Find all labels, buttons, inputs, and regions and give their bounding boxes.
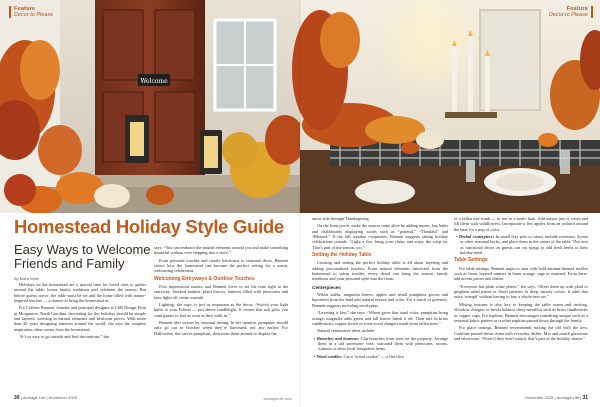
site-url: AcreageLife.com xyxy=(263,397,292,401)
paragraph: “Layering is key,” she says. “Wheat gives that tonal color, pumpkins bring orange, magnolia adds green and fall leaves finish it off. Then mix in brass candlesticks, copper bowls or even wood chargers made from fallen trees.” xyxy=(312,310,448,326)
section-heading: Welcoming Entryways & Outdoor Touches xyxy=(154,275,255,282)
gutter xyxy=(299,0,301,407)
right-column-2 xyxy=(454,216,588,343)
paragraph: For Colleen Bennett, founder and principal designer at CSB Design Firm in Morganton, North Carolina, decorating for the holidays should be simple and layered, weaving in natural elements and heirloom pieces. With more than 20 years designing interiors around the world, she says the simplest inspiration often comes from the homestead. xyxy=(14,305,146,332)
paragraph: Wheat stalks, magnolia leaves, apples and small pumpkins grown and harvested from the land add natural texture and color. For a touch of greenery, Bennett suggests including eucalyptus. xyxy=(312,292,448,308)
bullet-item: • Wood candles: Cut a “wood cookie” — a flat slice xyxy=(314,353,404,359)
magazine-name: Acreage Life xyxy=(22,395,46,400)
feature-tag xyxy=(14,6,53,18)
right-column-1 xyxy=(312,216,448,361)
magazine-name: Acreage Life xyxy=(556,395,580,400)
section-label: Decor to Please xyxy=(14,12,54,18)
paragraph: says. “You can embrace the natural elements around you and make something beautiful without ever stepping into a store.” xyxy=(154,245,288,256)
feature-tag xyxy=(549,6,588,18)
paragraph: Bennett also swears by seasonal timing. In her opinion, pumpkins should only go out in October when they’re harvested, not any earlier. For Halloween, she carves pumpkins, then turns them around to display the xyxy=(154,320,288,336)
bullet-item: • Branches and lanterns: Clip branches from trees on the property. Arrange them in a tall stoneware vase, surround them with pinecones, acorns, walnuts or other local forageable items. xyxy=(314,335,448,352)
left-column-1 xyxy=(14,282,146,341)
welcome-sign-text: Welcome xyxy=(140,78,168,85)
subsection-heading: Centerpieces xyxy=(312,284,341,290)
right-page xyxy=(300,0,600,407)
right-folio: November 2025 | Acreage Life | 31 xyxy=(524,395,588,401)
paragraph: uncut side through Thanksgiving. xyxy=(312,216,370,221)
subhead: Easy Ways to Welcome Friends and Family xyxy=(14,242,151,271)
page-number: 30 xyxy=(14,395,20,401)
paragraph: “It’s so easy to go outside and find decorations,” she xyxy=(19,334,110,340)
paragraph: of a fallen tree trunk — to use as a rustic base. Add mason jars or vases and fill them with wildflowers. Incorporate a few apples from an orchard around the base for a pop of color. xyxy=(454,216,588,232)
paragraph: Lighting, she says, is just as important as the decor. “Switch your light bulbs to your Edison — just above candlelight. It creates that soft glow you want guests to feel as soon as they walk in.” xyxy=(154,302,288,318)
left-column-2 xyxy=(154,245,288,338)
paragraph: Natural centerpiece ideas include: xyxy=(317,328,376,334)
section-heading: Setting the Holiday Table xyxy=(312,252,372,259)
issue-date: November 2025 xyxy=(48,395,78,400)
issue-date: November 2025 xyxy=(524,395,554,400)
feature-label: Feature xyxy=(566,6,588,12)
paragraph: Creating and setting the perfect holiday table is all about layering and adding personalized touches. From natural elements harvested from the homestead to warm textiles, every detail can bring the season, family traditions and your personal style into the room. xyxy=(312,260,448,282)
paragraph: Holidays on the homestead are a special time for loved ones to gather around the table, honor family traditions and celebrate the season. But before guests arrive, the table must be set and the home filled with nature-inspired touches — a chance to bring the homestead in. xyxy=(14,282,146,304)
section-heading: Table Settings xyxy=(454,257,488,264)
byline: By Mara Wirth xyxy=(14,276,40,281)
paragraph: From personal touches and family heirlooms to seasonal decor, Bennett shows how the homestead can become the perfect setting for a warm, welcoming celebration. xyxy=(154,257,288,274)
headline: Homestead Holiday Style Guide xyxy=(14,216,284,237)
paragraph: For place settings, Bennett recommends mixing the old with the new. Combine passed-down china with everyday dishes. Mix and match glassware and silverware. “Even if they don’t match, that’s part of the holiday charm.” xyxy=(454,325,588,341)
left-folio: 30 | Acreage Life | November 2025 xyxy=(14,395,78,401)
paragraph: For table settings, Bennett urges to start with bold autumn-themed textiles such as linen, layered runners in burnt orange, sage or mustard. From there, add accent pieces and dishes. xyxy=(454,265,588,282)
section-label: Decor to Please xyxy=(548,12,588,18)
paragraph: “Everyone has plain white plates,” she says. “Dress them up with plaid or gingham salad plates or floral patterns in deep, moody colors. It adds that extra ‘oomph’ without having to buy a whole new set.” xyxy=(454,283,588,300)
feature-label: Feature xyxy=(14,6,36,12)
paragraph: Mixing textures is also key to keeping the table warm and inviting. Woodcut chargers or bowls balance shiny metallics such as brass candlesticks or copper cups. For napkins, Bennett encourages something unique such as a seasonal fabric pattern or crochet napkins passed down through the family. xyxy=(454,301,588,323)
page-number: 31 xyxy=(582,395,588,401)
paragraph: On the front porch, make the season come alive by adding mums, hay bales and chalkboards displaying words such as “grateful,” “Thankful” and “Blessed.” If the fall weather cooperates, Bennett suggests taking holiday celebrations outside. “Light a fire, bring your chairs and enjoy the crisp air. That’s part of the season, too.” xyxy=(312,223,448,250)
paragraph: First impressions matter, and Bennett loves to set the tone right at the entryway. Stacked baskets, plaid throws, lanterns filled with pinecones and faux lights all create warmth. xyxy=(154,284,288,300)
bullet-item: • Herbal centerpiece: In small clay pots or vases, include rosemary, thyme or other seasonal herbs, and place them in the center of the table. This acts as functional decor, as guests can cut sprigs to add fresh herbs to their holiday meal. xyxy=(456,234,588,256)
